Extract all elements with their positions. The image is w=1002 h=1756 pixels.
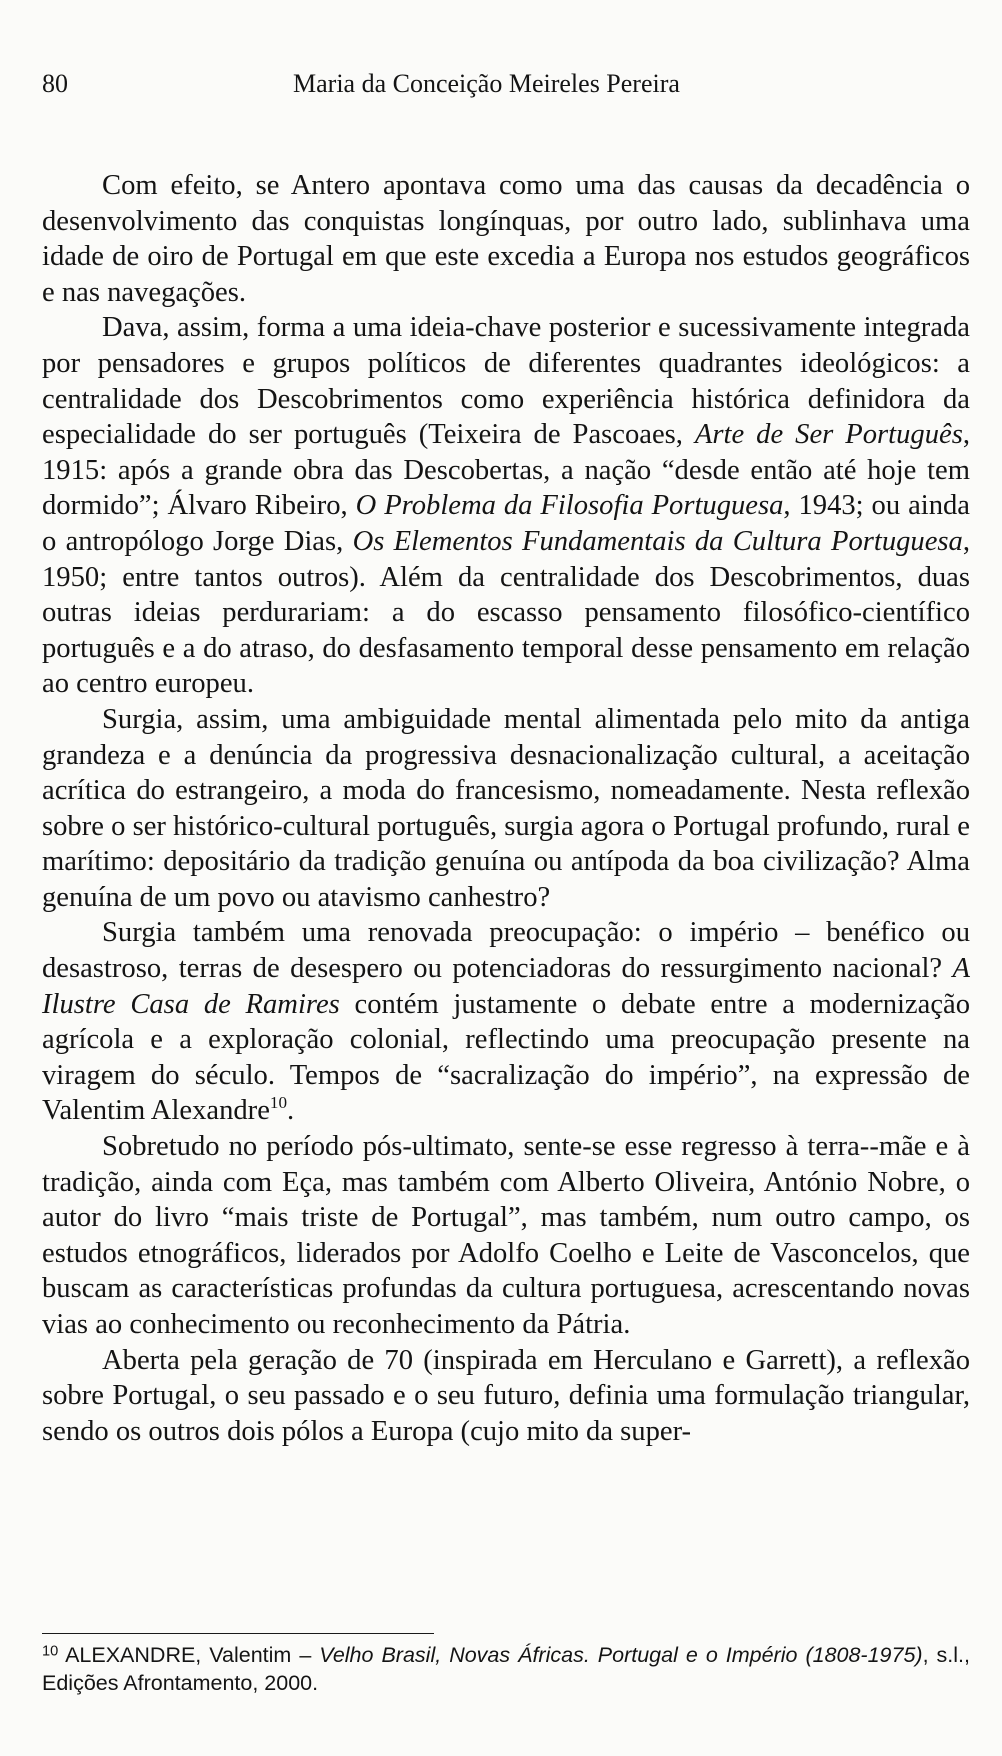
text-run: . [287, 1095, 295, 1127]
text-run: , s.l., Edições Afrontamento, 2000. [42, 1643, 971, 1695]
text-run: Aberta pela geração de 70 (inspirada em Herculano e Garrett), a reflexão sobre Portugal, o seu passado e o seu futuro, definia uma formulação triangular, sendo os outros dois pólos a Europa (cujo mito da super- [42, 1344, 970, 1447]
running-header-author: Maria da Conceição Meireles Pereira [293, 69, 680, 98]
paragraph [42, 168, 970, 310]
text-run: Com efeito, se Antero apontava como uma das causas da decadência o desenvolvimento das conquistas longínquas, por outro lado, sublinhava uma idade de oiro de Portugal em que este excedia a Europa nos estudos geográficos e nas navegações. [42, 170, 970, 308]
paragraph [42, 1343, 970, 1450]
footnote [42, 1641, 970, 1697]
italic-title: A Ilustre Casa de Ramires [42, 953, 970, 1020]
body-text [42, 168, 970, 1449]
text-run: ALEXANDRE, Valentim – [58, 1643, 320, 1667]
text-run: Surgia, assim, uma ambiguidade mental alimentada pelo mito da antiga grandeza e a denúncia da progressiva desnacionalização cultural, a aceitação acrítica do estrangeiro, a moda do francesismo, nomeadamente. Nesta reflexão sobre o ser histórico-cultural português, surgia agora o Portugal profundo, rural e marítimo: depositário da tradição genuína ou antípoda da boa civilização? Alma genuína de um povo ou atavismo canhestro? [42, 703, 970, 913]
italic-title: Velho Brasil, Novas Áfricas. Portugal e o Império (1808-1975) [319, 1643, 923, 1667]
text-run: Dava, assim, forma a uma ideia-chave posterior e sucessivamente integrada por pensadores e grupos políticos de diferentes quadrantes ideológicos: a centralidade dos Descobrimentos como experiência histórica definidora da especialidade do ser português (Teixeira de Pascoaes, [42, 312, 970, 451]
text-run: , 1943; ou ainda o antropólogo Jorge Dias, [42, 490, 971, 557]
footnote-number: 10 [42, 1643, 59, 1660]
text-run: contém justamente o debate entre a modernização agrícola e a exploração colonial, reflectindo uma preocupação presente na viragem do século. Tempos de “sacralização do império”, na expressão de Valentim Alexandre [42, 988, 970, 1127]
text-run: , 1950; entre tantos outros). Além da centralidade dos Descobrimentos, duas outras ideias perdurariam: a do escasso pensamento filosófico-científico português e a do atraso, do desfasamento temporal desse pensamento em relação ao centro europeu. [42, 525, 970, 700]
italic-title: Os Elementos Fundamentais da Cultura Portuguesa [352, 525, 963, 557]
italic-title: Arte de Ser Português [694, 419, 963, 451]
page-number: 80 [42, 69, 68, 98]
text-run: Surgia também uma renovada preocupação: o império – benéfico ou desastroso, terras de desespero ou potenciadoras do ressurgimento nacional? [42, 917, 970, 985]
italic-title: O Problema da Filosofia Portuguesa [355, 490, 784, 522]
footnote-rule [42, 1633, 434, 1634]
paragraph [42, 310, 970, 702]
text-run: , 1915: após a grande obra das Descobertas, a nação “desde então até hoje tem dormido”; Álvaro Ribeiro, [42, 419, 970, 522]
paragraph [42, 915, 970, 1129]
footnote-text [42, 1643, 970, 1695]
text-run: Sobretudo no período pós-ultimato, sente-se esse regresso à terra--mãe e à tradição, ainda com Eça, mas também com Alberto Oliveira, António Nobre, o autor do livro “mais triste de Portugal”, mas também, num outro campo, os estudos etnográficos, liderados por Adolfo Coelho e Leite de Vasconcelos, que buscam as características profundas da cultura portuguesa, acrescentando novas vias ao conhecimento ou reconhecimento da Pátria. [42, 1131, 970, 1340]
footnote-reference: 10 [269, 1093, 288, 1113]
paragraph [42, 1129, 970, 1343]
paragraph [42, 702, 970, 916]
